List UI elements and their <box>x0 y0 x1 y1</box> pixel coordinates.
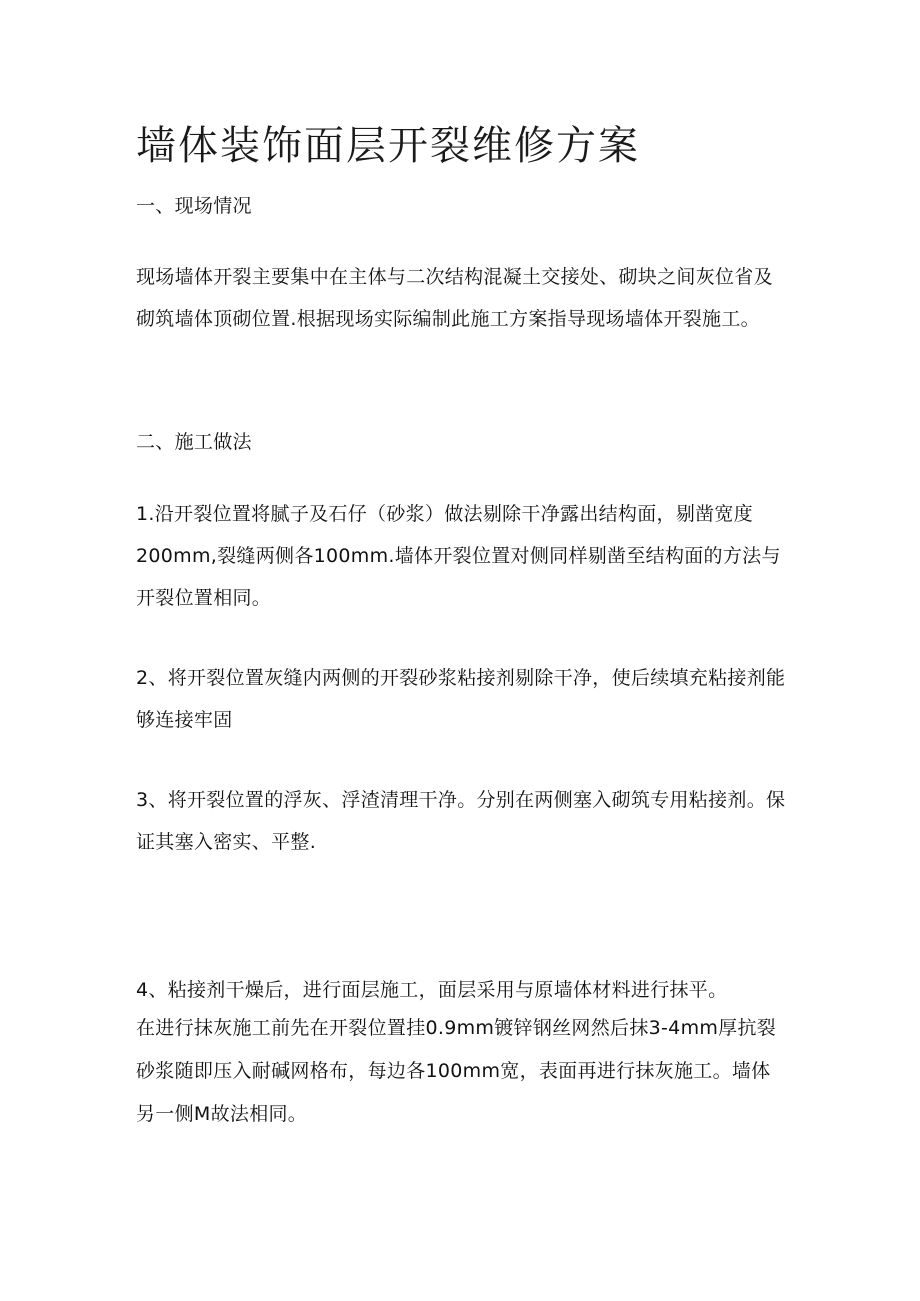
paragraph-step-1: 1.沿开裂位置将腻子及石仔（砂浆）做法剔除干净露出结构面，剔凿宽度200mm,裂缝两侧各100mm.墙体开裂位置对侧同样剔凿至结构面的方法与开裂位置相同。 <box>136 503 781 609</box>
paragraph-step-3: 3、将开裂位置的浮灰、浮渣清理干净。分别在两侧塞入砌筑专用粘接剂。保证其塞入密实、平整. <box>136 789 786 853</box>
document-title: 墙体装饰面层开裂维修方案 <box>136 123 640 169</box>
section-heading-construction-method: 二、施工做法 <box>136 431 252 453</box>
section-heading-site-conditions: 一、现场情况 <box>136 195 252 217</box>
paragraph-step-4: 4、粘接剂干燥后，进行面层施工，面层采用与原墙体材料进行抹平。 <box>136 979 728 1001</box>
paragraph-step-2: 2、将开裂位置灰缝内两侧的开裂砂浆粘接剂剔除干净，使后续填充粘接剂能够连接牢固 <box>136 667 786 731</box>
paragraph-step-4-detail: 在进行抹灰施工前先在开裂位置挂0.9mm镀锌钢丝网然后抹3-4mm厚抗裂砂浆随即压入耐碱网格布，每边各100mm宽，表面再进行抹灰施工。墙体另一侧M故法相同。 <box>136 1017 777 1125</box>
paragraph-site-conditions: 现场墙体开裂主要集中在主体与二次结构混凝土交接处、砌块之间灰位省及砌筑墙体顶砌位置.根据现场实际编制此施工方案指导现场墙体开裂施工。 <box>136 266 773 330</box>
